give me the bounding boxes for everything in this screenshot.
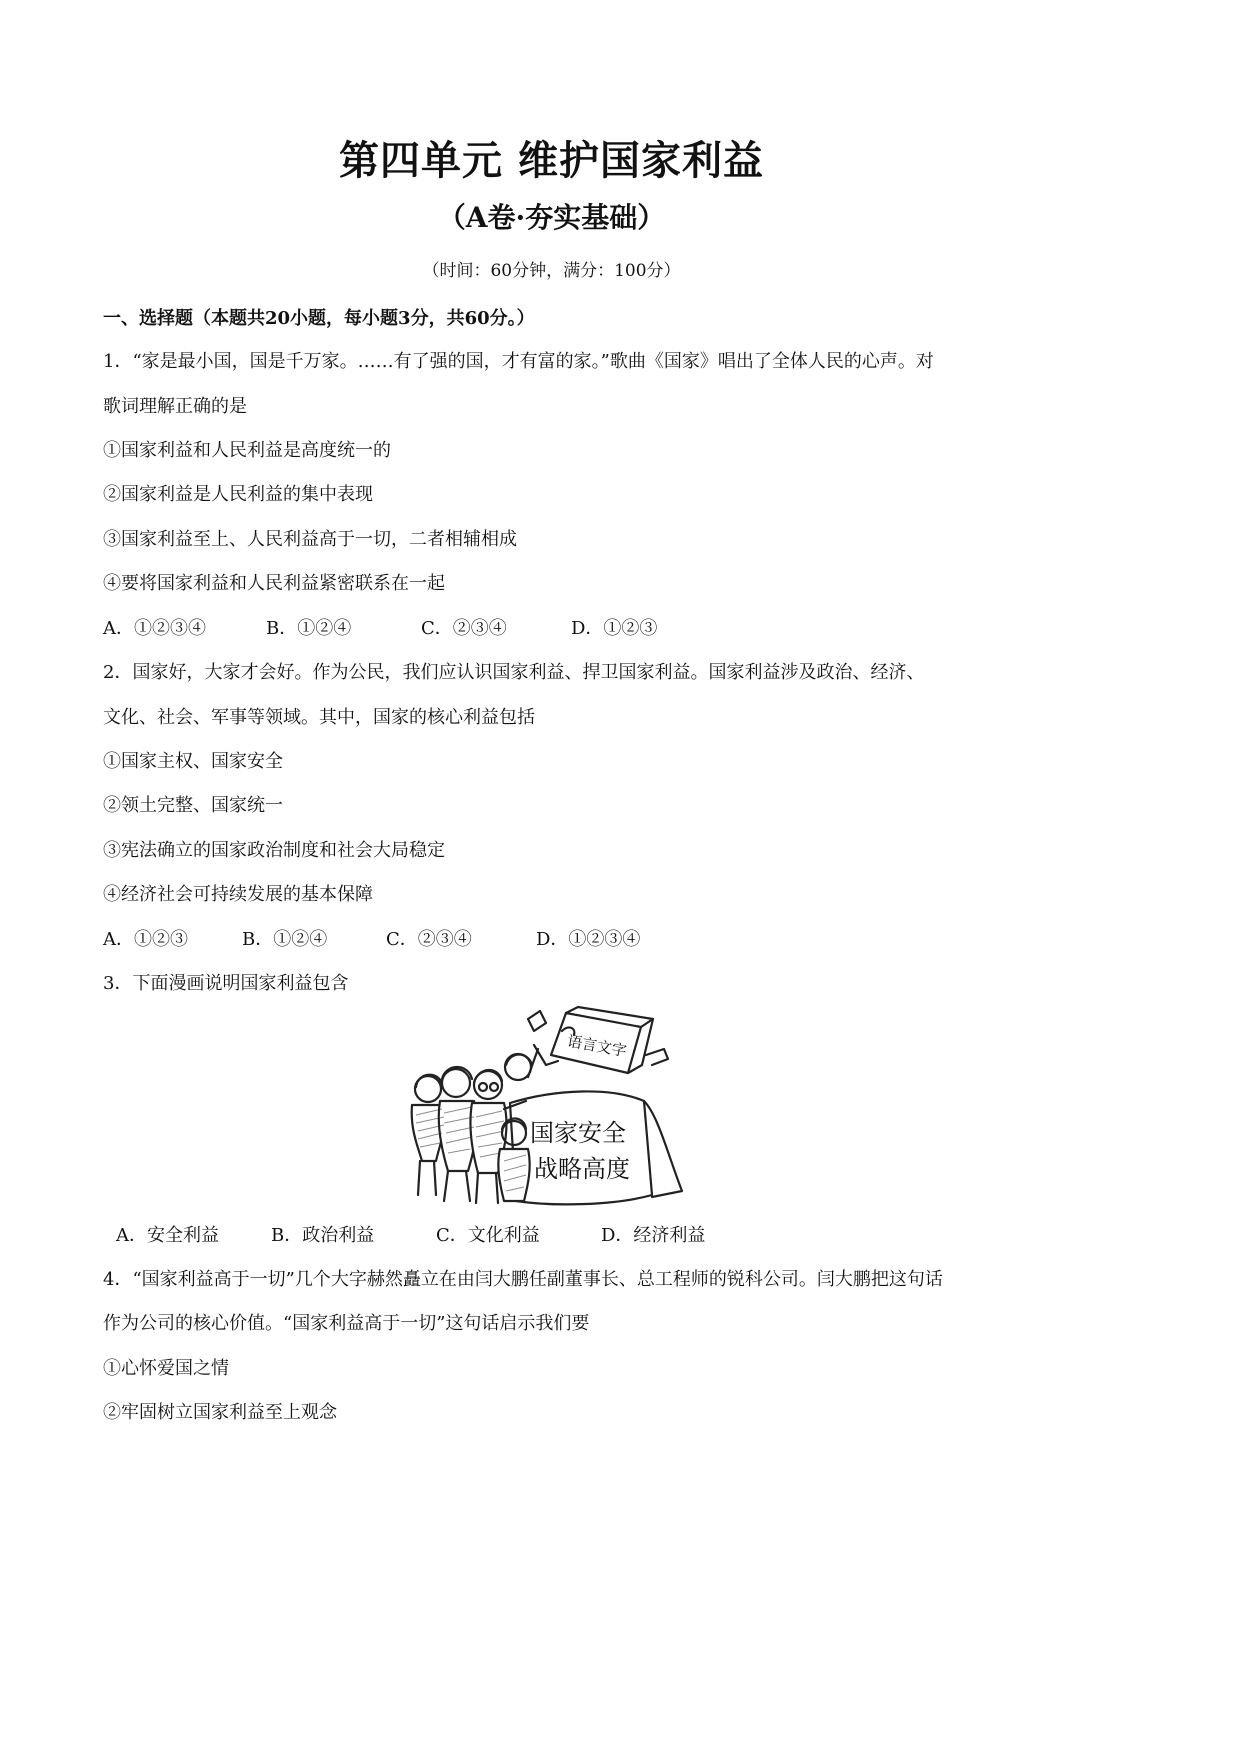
question-stem: 4．“国家利益高于一切”几个大字赫然矗立在由闫大鹏任副董事长、总工程师的锐科公司。闫大鹏把这句话 — [103, 1269, 943, 1290]
question-item: ③宪法确立的国家政治制度和社会大局稳定 — [103, 840, 445, 861]
answer-option[interactable]: C．②③④ — [386, 929, 472, 950]
answer-option[interactable]: C．文化利益 — [436, 1225, 540, 1246]
question-stem: 1．“家是最小国，国是千万家。……有了强的国，才有富的家。”歌曲《国家》唱出了全体人民的心声。对 — [103, 351, 934, 372]
answer-options — [116, 1222, 705, 1250]
question-item: ③国家利益至上、人民利益高于一切，二者相辅相成 — [103, 529, 517, 550]
answer-option[interactable]: B．政治利益 — [271, 1225, 375, 1246]
question-stem: 2．国家好，大家才会好。作为公民，我们应认识国家利益、捍卫国家利益。国家利益涉及政治、经济、 — [103, 662, 925, 683]
question-stem: 文化、社会、军事等领域。其中，国家的核心利益包括 — [103, 707, 535, 728]
comic-illustration — [406, 1005, 688, 1211]
answer-option[interactable]: A．①②③④ — [103, 618, 206, 639]
answer-option[interactable]: A．①②③ — [103, 929, 188, 950]
comic-sign-line-2: 战略高度 — [534, 1155, 630, 1183]
answer-option[interactable]: D．①②③ — [571, 618, 658, 639]
question-item: ④经济社会可持续发展的基本保障 — [103, 884, 373, 905]
question-item: ①国家主权、国家安全 — [103, 751, 283, 772]
question-stem: 歌词理解正确的是 — [103, 396, 247, 417]
question-item: ②领土完整、国家统一 — [103, 795, 283, 816]
question-stem: 作为公司的核心价值。“国家利益高于一切”这句话启示我们要 — [103, 1313, 590, 1334]
answer-option[interactable]: D．经济利益 — [601, 1225, 706, 1246]
page-subtitle: （A卷·夯实基础） — [437, 201, 666, 234]
question-item: ①心怀爱国之情 — [103, 1358, 229, 1379]
question-item: ①国家利益和人民利益是高度统一的 — [103, 440, 391, 461]
question-item: ②国家利益是人民利益的集中表现 — [103, 484, 373, 505]
question-item: ②牢固树立国家利益至上观念 — [103, 1402, 337, 1423]
comic-sign-line-1: 国家安全 — [530, 1119, 626, 1147]
answer-options — [103, 615, 657, 643]
answer-option[interactable]: D．①②③④ — [536, 929, 641, 950]
section-heading: 一、选择题（本题共20小题，每小题3分，共60分。） — [103, 308, 535, 329]
answer-option[interactable]: C．②③④ — [421, 618, 507, 639]
comic-book-label: 语言文字 — [565, 1032, 628, 1061]
question-item: ④要将国家利益和人民利益紧密联系在一起 — [103, 573, 445, 594]
answer-options — [103, 926, 640, 954]
answer-option[interactable]: B．①②④ — [242, 929, 328, 950]
answer-option[interactable]: A．安全利益 — [116, 1225, 219, 1246]
page-title: 第四单元 维护国家利益 — [339, 137, 764, 184]
question-stem: 3．下面漫画说明国家利益包含 — [103, 973, 349, 994]
exam-meta: （时间：60分钟，满分：100分） — [422, 261, 681, 281]
answer-option[interactable]: B．①②④ — [266, 618, 352, 639]
